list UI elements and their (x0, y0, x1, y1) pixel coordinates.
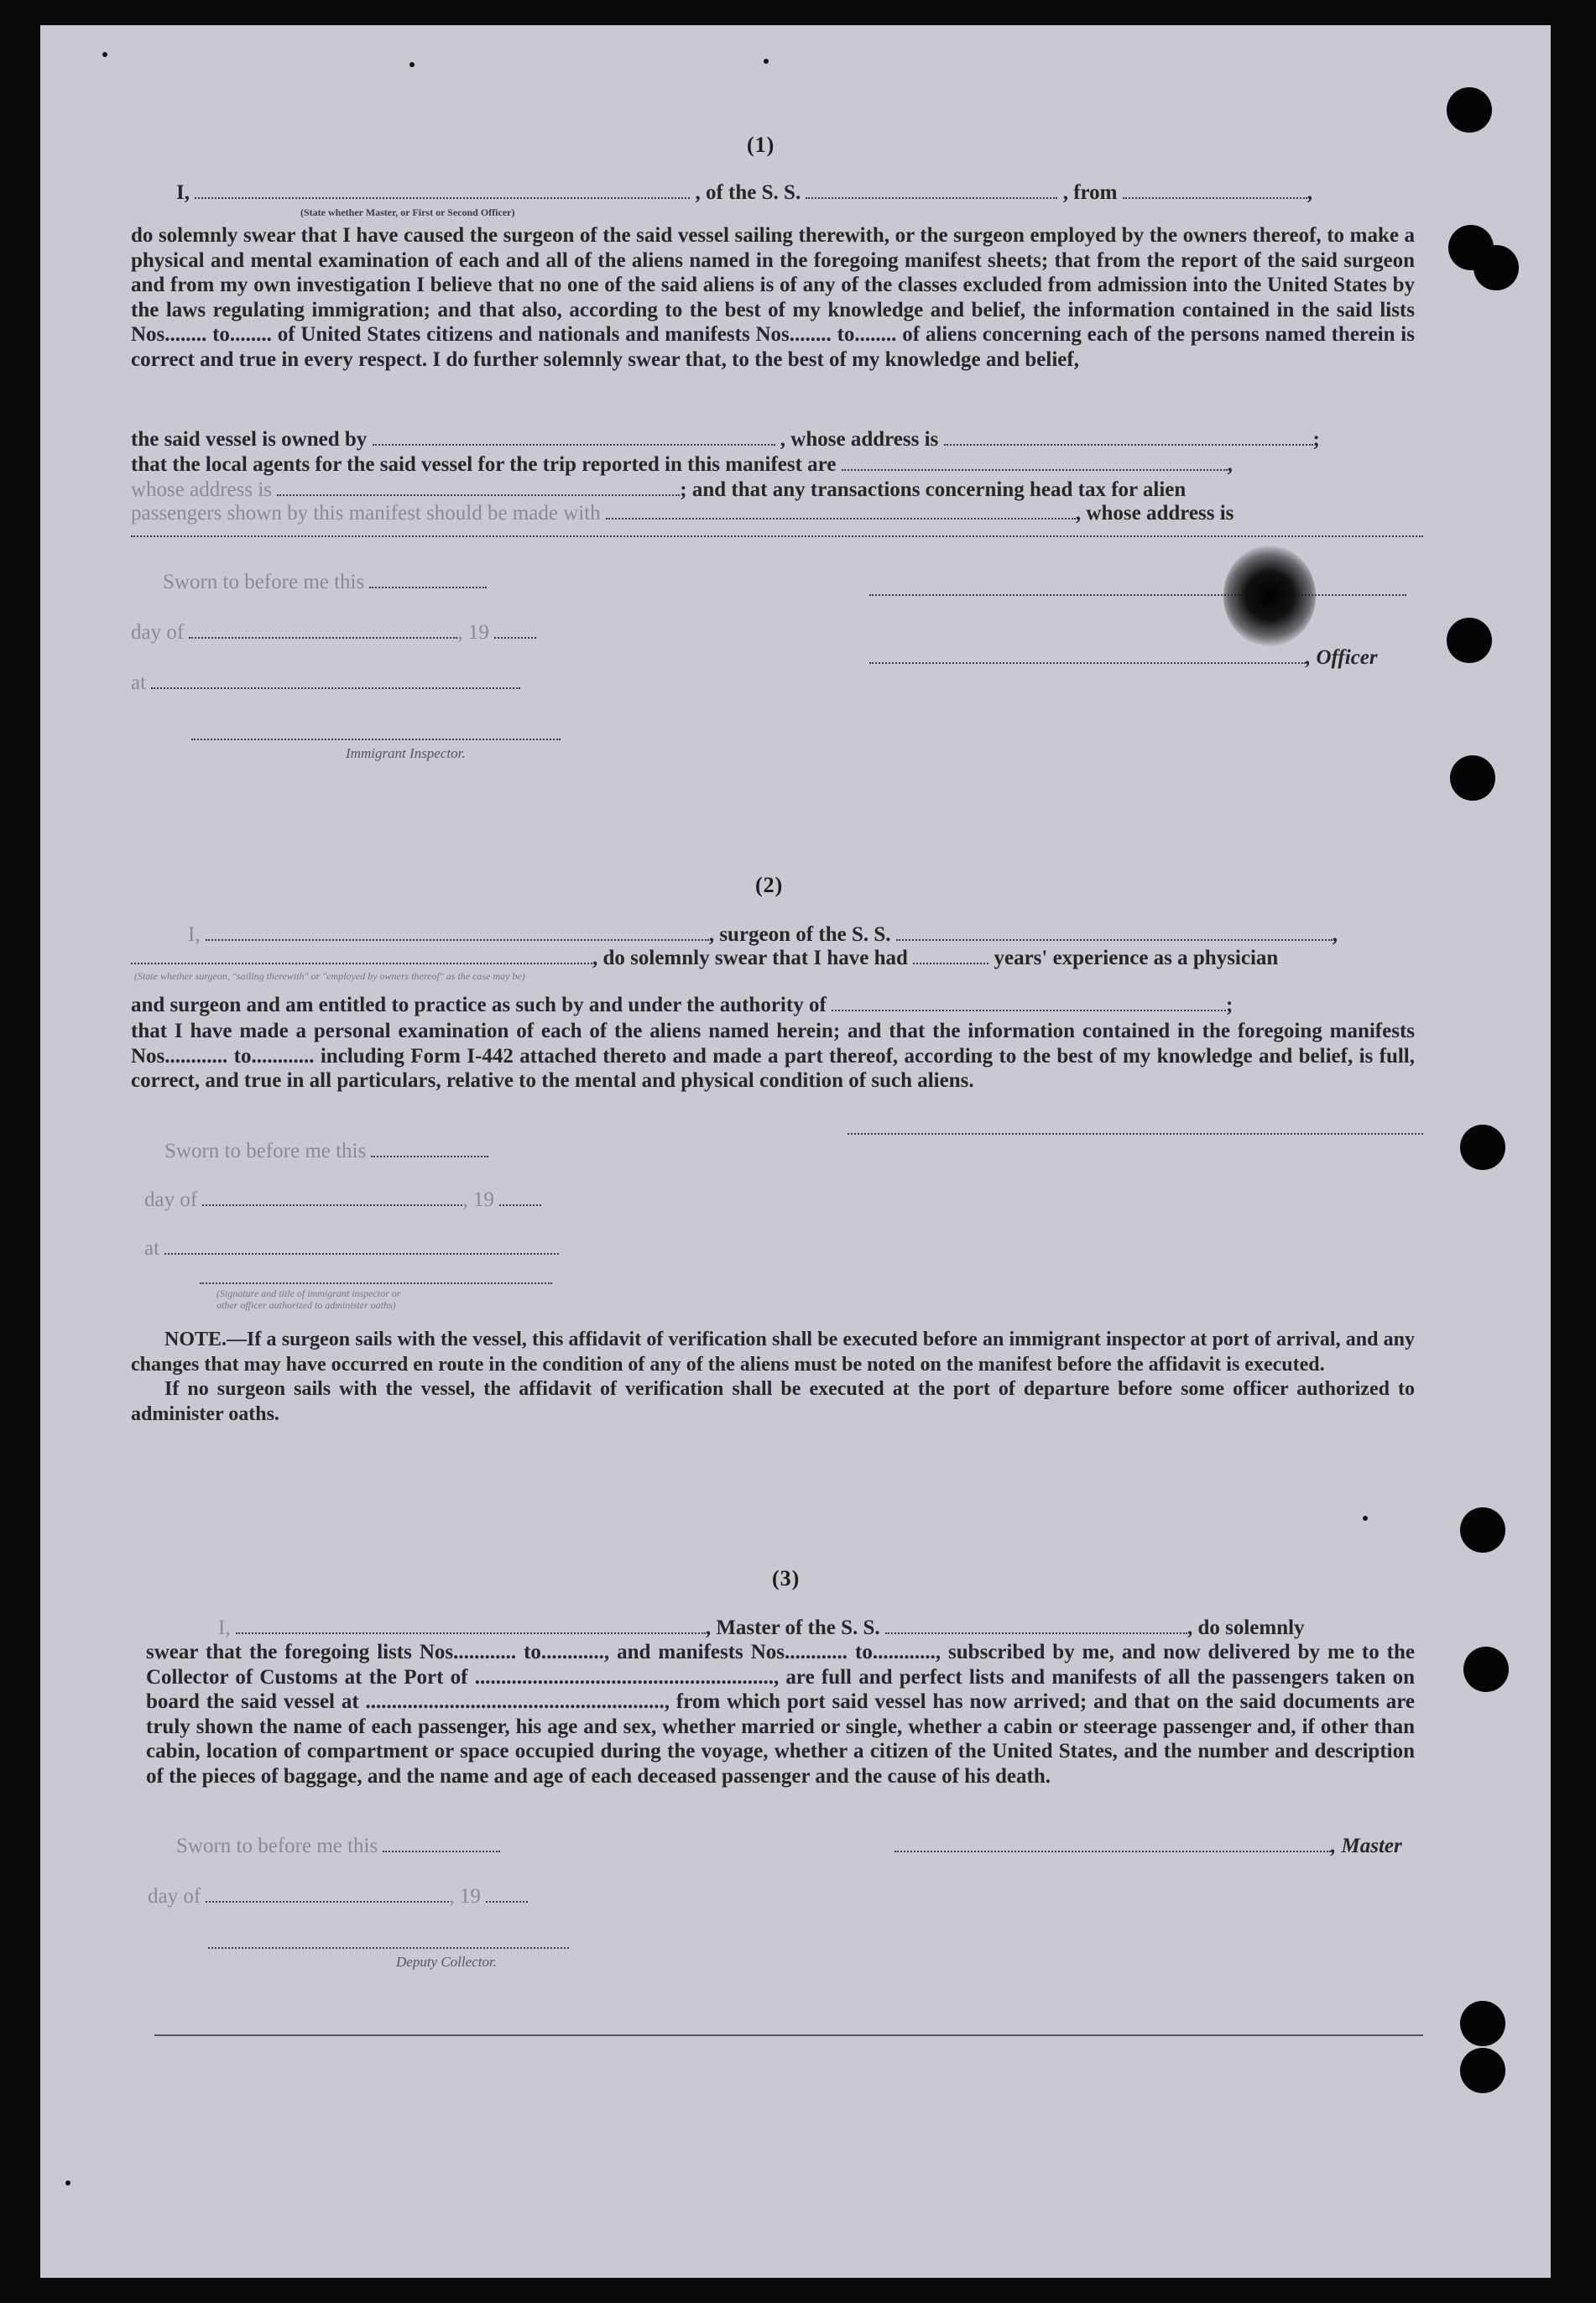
s2-at-place-field[interactable] (164, 1238, 559, 1255)
s1-officer-label: , Officer (1306, 646, 1378, 669)
s1-signature-field[interactable] (869, 594, 1406, 596)
s2-caption: (State whether surgeon, "sailing therewith" or "employed by owners thereof" as the case may be) (134, 970, 525, 982)
section-3-number: (3) (772, 1566, 801, 1590)
s1-owner-address-field[interactable] (944, 429, 1313, 446)
s2-swear-text: , do solemnly swear that I have had (592, 947, 908, 969)
s1-line1: I, , of the S. S. , from , (176, 181, 1312, 204)
s3-ship-name-field[interactable] (885, 1617, 1187, 1634)
punch-hole (1460, 1125, 1505, 1170)
punch-hole (1460, 1507, 1505, 1553)
s2-sworn-day-field[interactable] (371, 1141, 488, 1157)
s3-collector-signature-field[interactable] (208, 1947, 569, 1949)
s1-address-line (131, 478, 1186, 502)
s2-surgeon-status-field[interactable] (131, 948, 592, 964)
s1-at-label: at (131, 671, 147, 694)
s1-officer-signature-field[interactable] (869, 647, 1306, 664)
s1-owner-address-label: , whose address is (780, 428, 939, 451)
s1-inspector-caption: Immigrant Inspector. (346, 745, 466, 761)
s3-line1 (218, 1616, 1305, 1640)
s2-dayof-line (144, 1188, 541, 1212)
s3-body-text: swear that the foregoing lists Nos............ to............, and manifests Nos............ to............, subscribed by me, and now delivered by me to the Collector of Customs at the Port of ........................................................., are full and perfect lists and manifests of all the passengers taken on board the said vessel at ........................................................., from which port said vessel has now arrived; and that on the said documents are truly shown the name of each passenger, his age and sex, whether married or single, whether a cabin or steerage passenger and, if other than cabin, location of compartment or space occupied during the voyage, whether a citizen of the United States, and the number and description of the pieces of baggage, and the name and age of each deceased passenger and the cause of his death. (146, 1641, 1415, 1788)
s3-master-signature-field[interactable] (894, 1836, 1331, 1852)
s2-note (131, 1328, 1415, 1427)
punch-hole (1473, 245, 1519, 290)
s2-sig-caption-1: (Signature and title of immigrant inspector or (216, 1287, 401, 1299)
s1-ss-label: , of the S. S. (695, 181, 801, 204)
s2-month-field[interactable] (202, 1189, 462, 1206)
s2-ship-name-field[interactable] (896, 924, 1333, 941)
s3-month-field[interactable] (206, 1886, 449, 1903)
s1-i-label: I, (176, 181, 190, 204)
form-sheet (40, 25, 1551, 2278)
s2-surgeon-signature-field[interactable] (848, 1133, 1423, 1135)
s3-master-label: , Master of the S. S. (705, 1616, 880, 1639)
s1-agents-label: that the local agents for the said vessel for the trip reported in this manifest are (131, 453, 837, 476)
punch-hole (1447, 87, 1492, 133)
speck (409, 62, 415, 67)
s3-master-name-field[interactable] (236, 1617, 706, 1634)
s1-owned-line: the said vessel is owned by , whose address is ; (131, 428, 1320, 451)
s1-passengers-line (131, 502, 1234, 525)
s3-year-field[interactable] (486, 1886, 528, 1903)
s1-from-label: , from (1062, 181, 1118, 204)
s1-month-field[interactable] (189, 622, 457, 639)
s3-master-sig-label: , Master (1331, 1835, 1402, 1857)
s2-line2 (131, 947, 1278, 970)
s2-note-1: NOTE.—If a surgeon sails with the vessel, this affidavit of verification shall be executed before an immigrant inspector at port of arrival, and any changes that may have occurred en route in the condition of any of the aliens must be noted on the manifest before the affidavit is executed. (131, 1329, 1415, 1376)
s1-head-tax-text: ; and that any transactions concerning head tax for alien (680, 478, 1187, 501)
s1-agents-field[interactable] (842, 454, 1228, 471)
s1-sworn-line (163, 571, 487, 594)
s3-sworn-line (176, 1835, 500, 1858)
s2-inspector-signature-field[interactable] (200, 1282, 552, 1284)
s1-ship-name-field[interactable] (806, 182, 1057, 199)
s2-body-text: that I have made a personal examination of each of the aliens named herein; and that the information contained in the foregoing manifests Nos............ to............ including Form I-442 attached thereto and made a part thereof, according to the best of my knowledge and belief, is full, correct, and true in all particulars, relative to the mental and physical condition of such aliens. (131, 1020, 1415, 1093)
s3-sworn-day-field[interactable] (383, 1836, 500, 1852)
s3-body (146, 1640, 1415, 1789)
s1-officer-line (869, 646, 1378, 670)
punch-hole (1463, 1647, 1509, 1692)
bottom-rule (154, 2034, 1423, 2036)
section-2-number: (2) (755, 873, 784, 897)
s1-caption: (State whether Master, or First or Second Officer) (300, 206, 515, 218)
s2-authority-field[interactable] (832, 995, 1226, 1011)
s3-i-label: I, (218, 1616, 231, 1639)
punch-hole (1460, 2001, 1505, 2046)
punch-hole (1447, 618, 1492, 663)
s2-years-field[interactable] (913, 948, 988, 964)
s2-year-field[interactable] (499, 1189, 541, 1206)
s2-i-label: I, (188, 923, 201, 946)
s2-years-text: years' experience as a physician (994, 947, 1279, 969)
s1-year-label: , 19 (457, 621, 489, 644)
speck (65, 2180, 70, 2186)
s2-line3: and surgeon and am entitled to practice as such by and under the authority of ; (131, 994, 1234, 1016)
s1-inspector-signature-field[interactable] (191, 739, 561, 740)
s1-sworn-label: Sworn to before me this (163, 571, 365, 593)
s3-sworn-label: Sworn to before me this (176, 1835, 378, 1857)
s1-year-field[interactable] (494, 622, 536, 639)
s2-at-label: at (144, 1237, 160, 1260)
s1-officer-name-field[interactable] (195, 182, 690, 199)
s2-surgeon-label: , surgeon of the S. S. (708, 923, 891, 946)
s2-at-line (144, 1237, 559, 1261)
s2-authority-text: and surgeon and am entitled to practice as such by and under the authority of (131, 994, 827, 1016)
s1-owner-field[interactable] (373, 429, 775, 446)
s2-sig-caption-2: other officer authorized to administer oaths) (216, 1299, 396, 1311)
s1-address-continuation-field[interactable] (131, 535, 1423, 537)
s1-owned-label: the said vessel is owned by (131, 428, 368, 451)
s1-sworn-day-field[interactable] (369, 572, 487, 588)
s1-at-line (131, 671, 520, 695)
s1-dayof-label: day of (131, 621, 185, 644)
s2-year-label: , 19 (462, 1188, 494, 1211)
punch-hole (1450, 755, 1495, 801)
s2-dayof-label: day of (144, 1188, 198, 1211)
speck (102, 52, 107, 57)
s2-sworn-line (164, 1140, 488, 1163)
s1-passengers-label: passengers shown by this manifest should be made with (131, 502, 601, 525)
s3-dayof-line (148, 1885, 528, 1909)
s1-at-place-field[interactable] (151, 672, 520, 689)
s1-agents-line: that the local agents for the said vessel for the trip reported in this manifest are , (131, 453, 1233, 476)
s3-dayof-label: day of (148, 1885, 201, 1908)
s3-master-line (894, 1835, 1402, 1858)
s1-head-tax-party-field[interactable] (606, 503, 1076, 520)
punch-hole (1460, 2048, 1505, 2093)
s3-solemnly-text: , do solemnly (1187, 1616, 1305, 1639)
section-1-number: (1) (747, 133, 775, 157)
speck (764, 59, 769, 64)
s1-dayof-line (131, 621, 536, 645)
s2-sworn-label: Sworn to before me this (164, 1140, 367, 1162)
s1-passengers-address-label: , whose address is (1075, 502, 1234, 525)
s1-from-port-field[interactable] (1123, 182, 1307, 199)
s2-line1: I, , surgeon of the S. S. , (188, 923, 1338, 946)
s1-agents-address-field[interactable] (277, 479, 680, 496)
s2-body (131, 1019, 1415, 1094)
s1-body (131, 223, 1415, 373)
s1-body-text: do solemnly swear that I have caused the surgeon of the said vessel sailing therewith, or the surgeon employed by the owners thereof, to make a physical and mental examination of each and all of the aliens named in the foregoing manifest sheets; that from the report of the said surgeon and from my own investigation I believe that no one of the said aliens is of any of the classes excluded from admission into the United States by the laws regulating immigration; and that also, according to the best of my knowledge and belief, the information contained in the said lists Nos........ to........ of United States citizens and nationals and manifests Nos........ to........ of aliens concerning each of the persons named therein is correct and true in every respect. I do further solemnly swear that, to the best of my knowledge and belief, (131, 224, 1415, 371)
s1-whose-address-label: whose address is (131, 478, 273, 501)
ink-smudge (1223, 546, 1316, 646)
s2-surgeon-name-field[interactable] (206, 924, 709, 941)
speck (1363, 1516, 1368, 1521)
s2-note-2: If no surgeon sails with the vessel, the affidavit of verification shall be executed at the port of departure before some officer authorized to administer oaths. (131, 1378, 1415, 1425)
s3-collector-caption: Deputy Collector. (396, 1954, 497, 1970)
s3-year-label: , 19 (449, 1885, 481, 1908)
